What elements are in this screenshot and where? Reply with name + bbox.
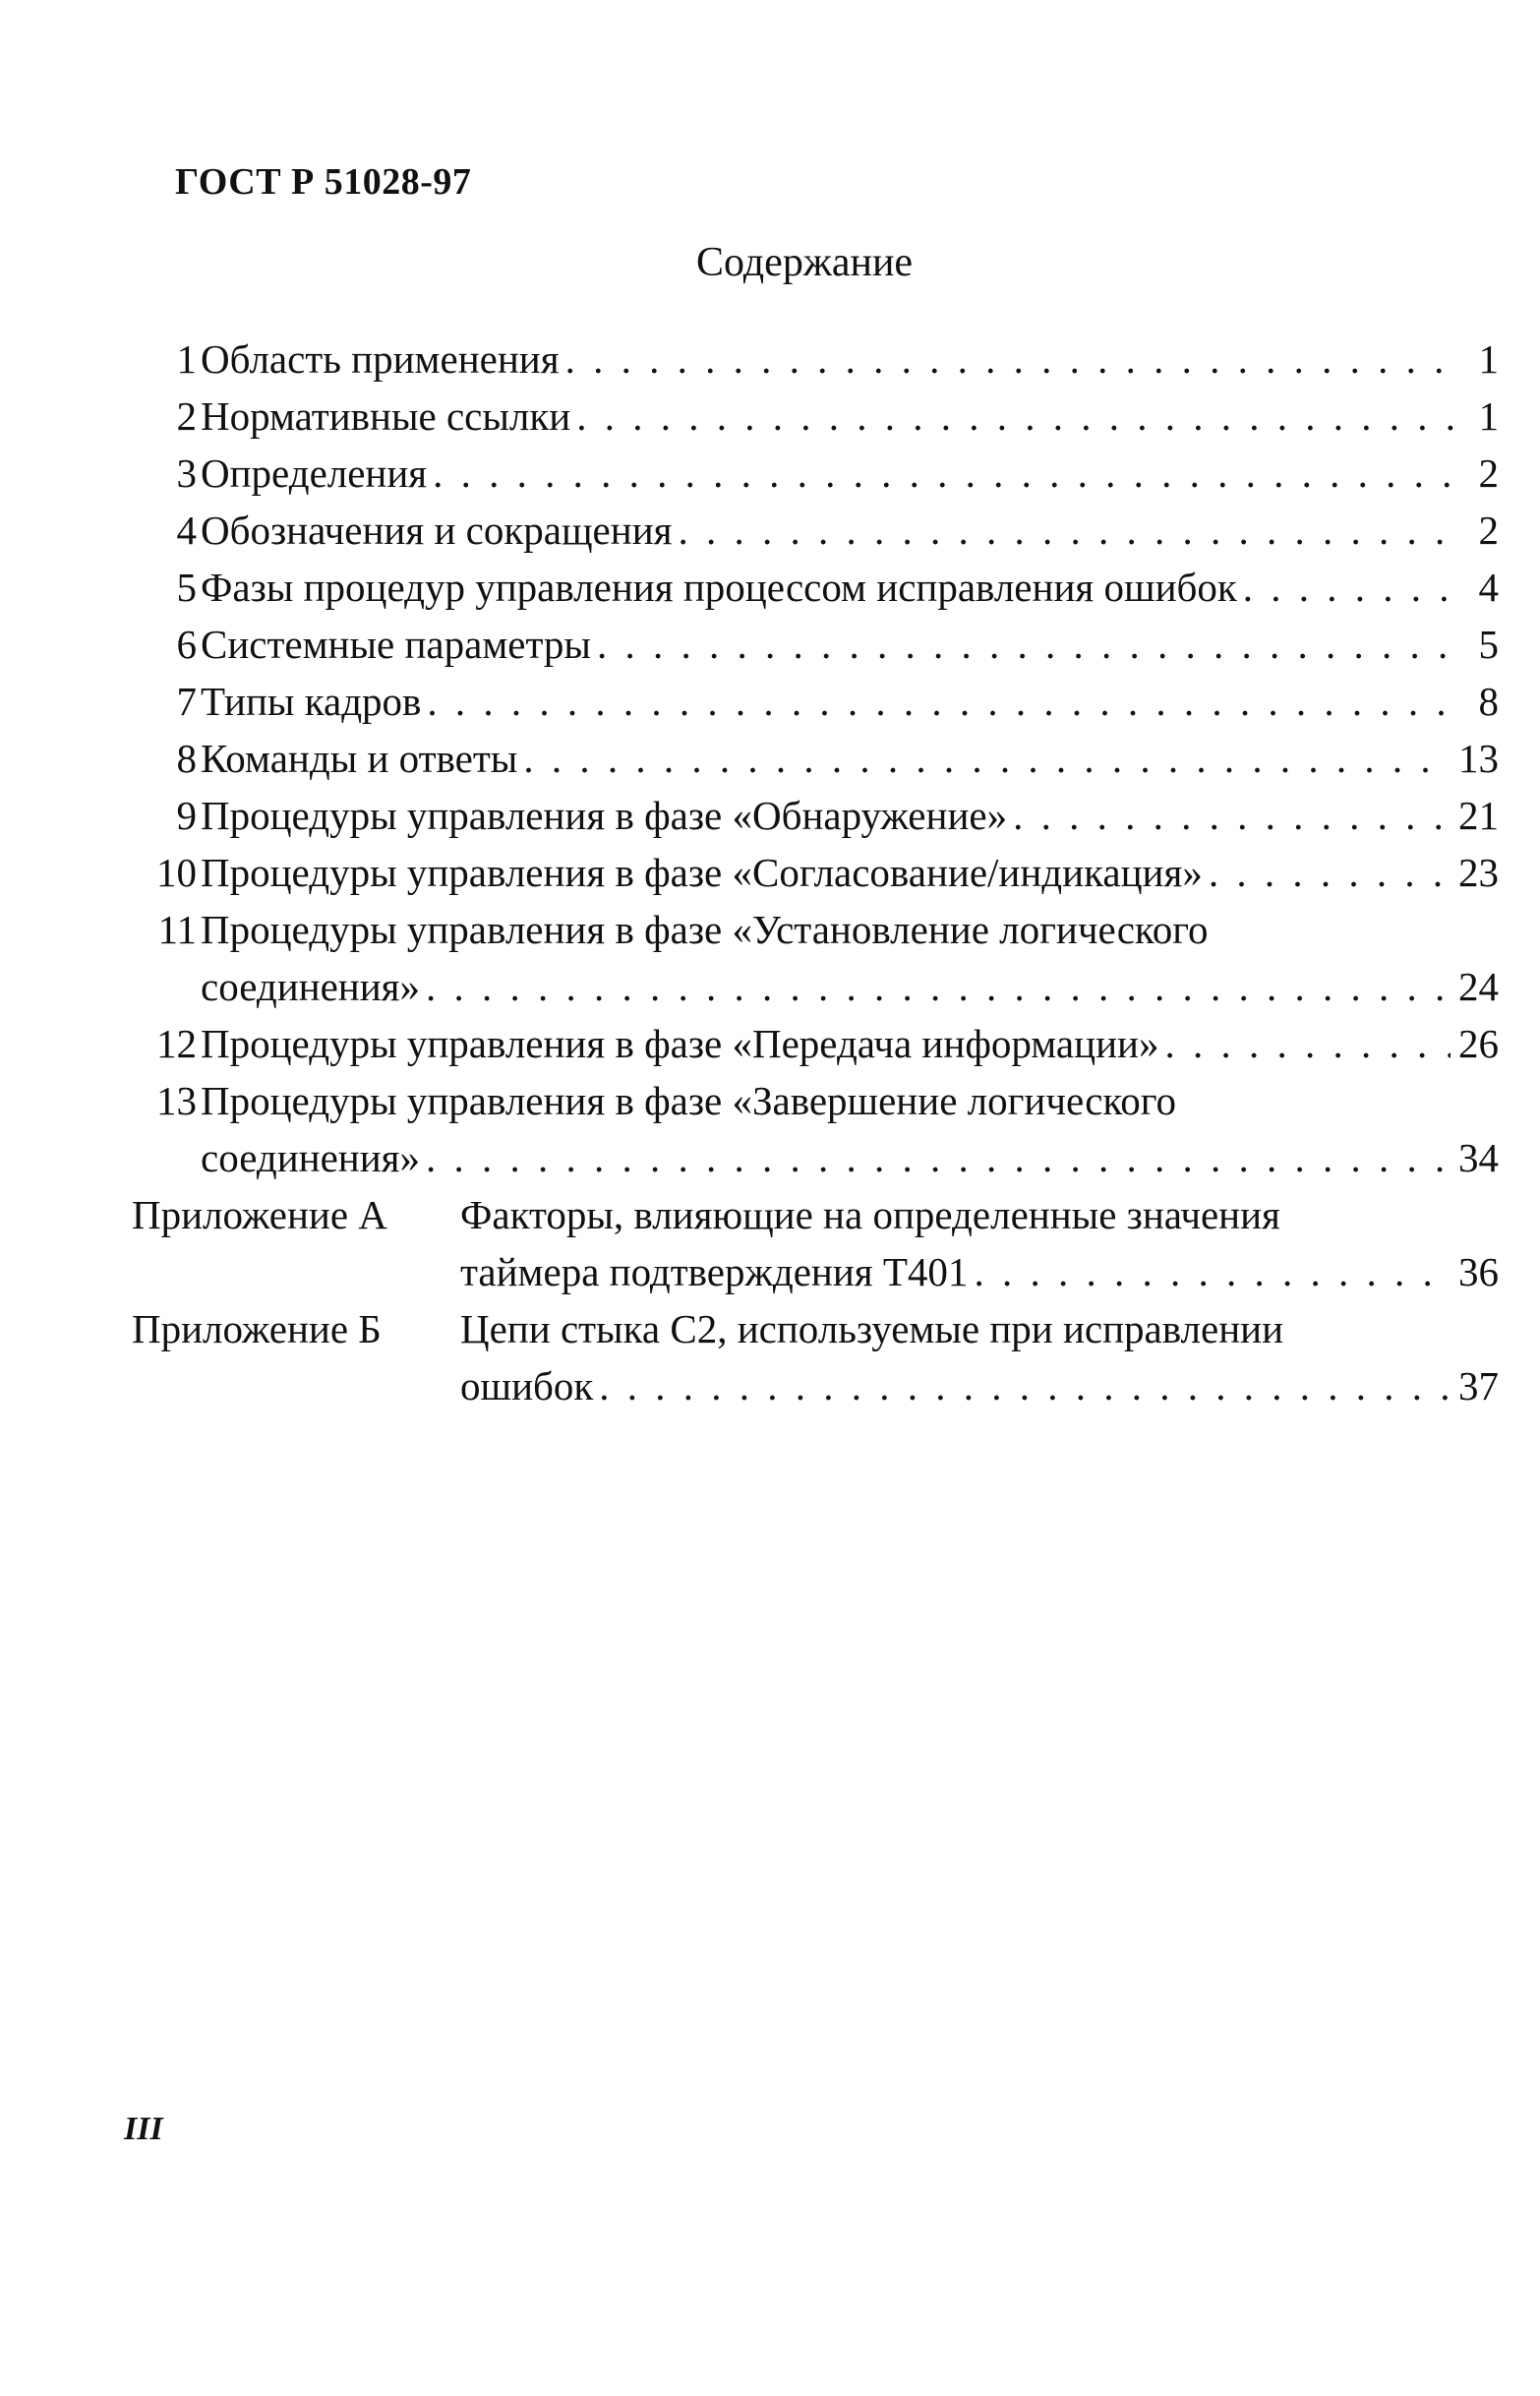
- leader-dots: [560, 330, 1461, 388]
- toc-entry-number: 5: [176, 565, 197, 610]
- toc-title: Содержание: [696, 240, 914, 285]
- toc-entry-continuation[interactable]: [0, 1129, 1540, 1186]
- leader-dots: [673, 502, 1462, 559]
- leader-dots: [591, 616, 1461, 673]
- toc-entry-page: 13: [1451, 730, 1499, 787]
- toc-entry-title: Процедуры управления в фазе «Обнаружение»: [201, 787, 1007, 844]
- toc-entry-title: Типы кадров: [201, 673, 421, 730]
- toc-entry-number: 11: [157, 907, 197, 952]
- toc-entry-title-line2: соединения»: [201, 1129, 420, 1186]
- toc-entry[interactable]: [0, 445, 1540, 502]
- toc-entry[interactable]: [0, 787, 1540, 844]
- toc-entry-title: Команды и ответы: [201, 730, 517, 787]
- leader-dots: [427, 445, 1461, 502]
- toc-entry-page: 34: [1451, 1129, 1499, 1186]
- leader-dots: [1203, 844, 1451, 901]
- toc-entry[interactable]: [0, 388, 1540, 445]
- appendix-entry[interactable]: [0, 1186, 1540, 1243]
- toc-entry-title: Обозначения и сокращения: [201, 502, 673, 559]
- toc-entry-page: 1: [1461, 388, 1499, 445]
- toc-entry-number: 4: [176, 508, 197, 553]
- toc-entry-title-line1: Процедуры управления в фазе «Завершение логического: [201, 1078, 1177, 1123]
- toc-entry-number: 2: [176, 393, 197, 439]
- appendix-title-line2: таймера подтверждения Т401: [460, 1243, 968, 1300]
- toc-entry[interactable]: [0, 673, 1540, 730]
- toc-entry-title: Нормативные ссылки: [201, 388, 570, 445]
- toc-entry-page: 21: [1451, 787, 1499, 844]
- appendix-label: Приложение А: [132, 1192, 387, 1237]
- toc-entry-page: 5: [1461, 616, 1499, 673]
- leader-dots: [517, 730, 1451, 787]
- toc-entry[interactable]: [0, 901, 1540, 958]
- toc-entry[interactable]: [0, 559, 1540, 616]
- toc-entry-page: 4: [1461, 559, 1499, 616]
- appendix-label: Приложение Б: [132, 1306, 382, 1351]
- toc-entry-page: 24: [1451, 958, 1499, 1015]
- toc-entry[interactable]: [0, 1072, 1540, 1129]
- toc-entry-title-line1: Процедуры управления в фазе «Установление логического: [201, 907, 1209, 952]
- toc-entry-page: 23: [1451, 844, 1499, 901]
- toc-entry-number: 10: [156, 850, 197, 895]
- leader-dots: [1158, 1015, 1451, 1072]
- appendix-entry-continuation[interactable]: [0, 1243, 1540, 1300]
- toc-entry-title: Область применения: [201, 330, 560, 388]
- toc-entry-number: 1: [176, 336, 197, 382]
- toc-entry[interactable]: [0, 616, 1540, 673]
- toc-entry-number: 8: [176, 736, 197, 781]
- toc-entry-title: Фазы процедур управления процессом исправления ошибок: [201, 559, 1237, 616]
- toc-entry-page: 26: [1451, 1015, 1499, 1072]
- toc-entry[interactable]: [0, 1015, 1540, 1072]
- leader-dots: [570, 388, 1461, 445]
- leader-dots: [593, 1357, 1451, 1414]
- toc-entry-page: 1: [1461, 330, 1499, 388]
- appendix-entry[interactable]: [0, 1300, 1540, 1357]
- leader-dots: [420, 958, 1451, 1015]
- appendix-title-line1: Факторы, влияющие на определенные значения: [460, 1192, 1280, 1237]
- doc-code: ГОСТ Р 51028-97: [175, 161, 472, 203]
- leader-dots: [421, 673, 1461, 730]
- toc-entry-title: Определения: [201, 445, 427, 502]
- page-number: III: [124, 2111, 163, 2147]
- toc-entry-number: 6: [176, 622, 197, 667]
- toc-entry[interactable]: [0, 330, 1540, 388]
- toc-entry-page: 2: [1461, 502, 1499, 559]
- toc-entry-number: 12: [156, 1021, 197, 1066]
- appendix-page: 36: [1451, 1243, 1499, 1300]
- leader-dots: [1007, 787, 1451, 844]
- toc-entry[interactable]: [0, 730, 1540, 787]
- leader-dots: [1237, 559, 1461, 616]
- appendix-page: 37: [1451, 1357, 1499, 1414]
- toc-entry-title: Системные параметры: [201, 616, 591, 673]
- toc-entry-page: 2: [1461, 445, 1499, 502]
- toc-entry[interactable]: [0, 502, 1540, 559]
- leader-dots: [968, 1243, 1451, 1300]
- leader-dots: [420, 1129, 1451, 1186]
- toc-entry-continuation[interactable]: [0, 958, 1540, 1015]
- toc-entry-number: 7: [176, 679, 197, 724]
- toc-entry-number: 9: [176, 793, 197, 838]
- appendix-title-line2: ошибок: [460, 1357, 593, 1414]
- toc-entry-title-line2: соединения»: [201, 958, 420, 1015]
- toc-entry-number: 13: [156, 1078, 197, 1123]
- appendix-title-line1: Цепи стыка С2, используемые при исправлении: [460, 1306, 1284, 1351]
- appendix-entry-continuation[interactable]: [0, 1357, 1540, 1414]
- toc-entry-title: Процедуры управления в фазе «Передача информации»: [201, 1015, 1158, 1072]
- toc-entry-page: 8: [1461, 673, 1499, 730]
- toc-entry[interactable]: [0, 844, 1540, 901]
- toc-entry-number: 3: [176, 450, 197, 496]
- toc-entry-title: Процедуры управления в фазе «Согласование/индикация»: [201, 844, 1203, 901]
